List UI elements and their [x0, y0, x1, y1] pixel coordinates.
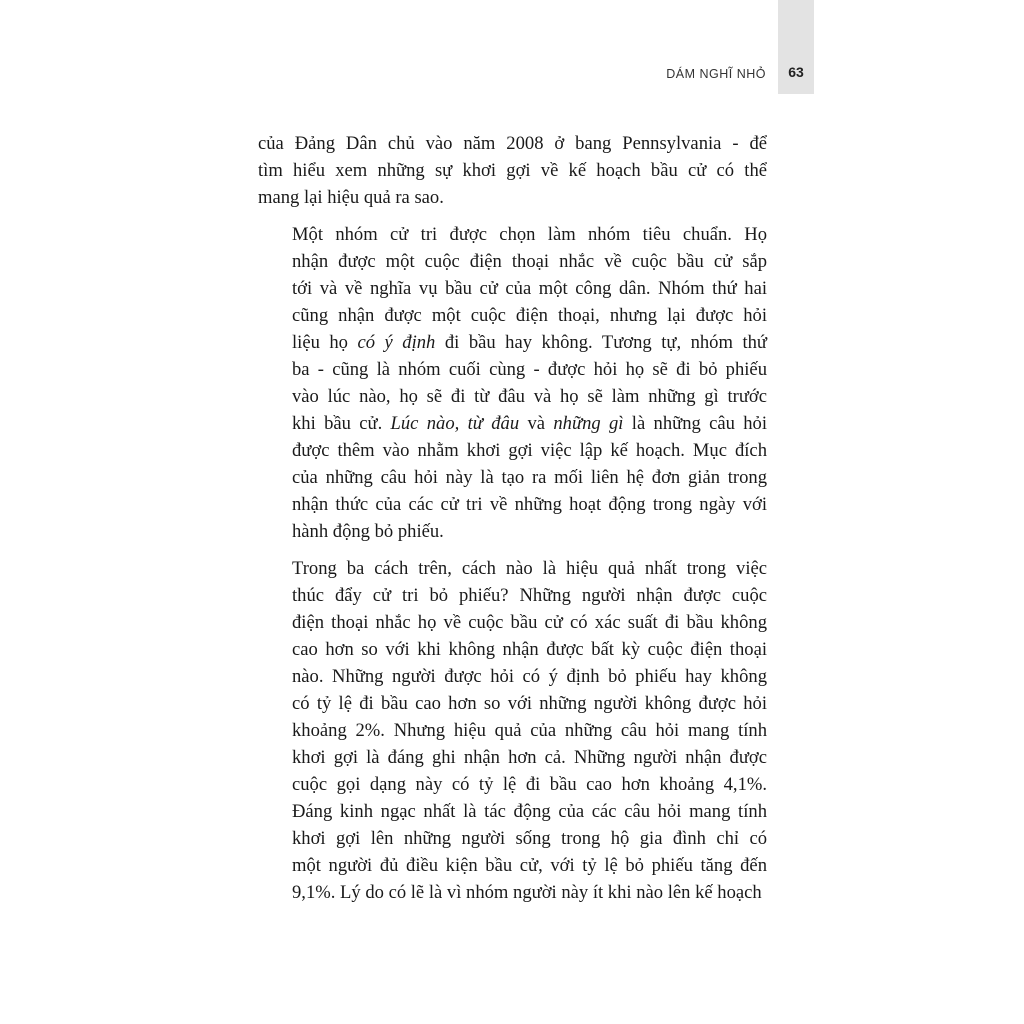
text-line: 9,1%. Lý do có lẽ là vì nhóm người này ít khi nào lên kế hoạch — [292, 882, 762, 903]
emphasis-text: có ý định — [357, 332, 436, 353]
text-line: liệu họ có ý định đi bầu hay không. Tương tự, nhóm thứ — [292, 332, 767, 353]
text-line: được thêm vào nhằm khơi gợi việc lập kế hoạch. Mục đích — [292, 440, 767, 461]
text-line: khơi gợi lên những người sống trong hộ gia đình chỉ có — [292, 828, 767, 849]
text-line: nào. Những người được hỏi có ý định bỏ phiếu hay không — [292, 666, 767, 687]
emphasis-text: những gì — [553, 413, 624, 434]
text-line: cũng nhận được một cuộc điện thoại, nhưng lại được hỏi — [292, 305, 767, 326]
running-header-title: DÁM NGHĨ NHỎ — [666, 67, 766, 81]
paragraph — [258, 555, 767, 906]
text-line: vào lúc nào, họ sẽ đi từ đâu và họ sẽ làm những gì trước — [292, 386, 767, 407]
text-line: tới và về nghĩa vụ bầu cử của một công dân. Nhóm thứ hai — [292, 278, 767, 299]
page-number: 63 — [788, 64, 804, 80]
text-line: ba - cũng là nhóm cuối cùng - được hỏi họ sẽ đi bỏ phiếu — [292, 359, 767, 380]
text-line: khi bầu cử. Lúc nào, từ đâu và những gì là những câu hỏi — [292, 413, 767, 434]
text-line: Đáng kinh ngạc nhất là tác động của các câu hỏi mang tính — [292, 801, 767, 822]
text-line: mang lại hiệu quả ra sao. — [258, 187, 444, 208]
text-line: cuộc gọi dạng này có tỷ lệ đi bầu cao hơn khoảng 4,1%. — [292, 774, 767, 795]
text-line: có tỷ lệ đi bầu cao hơn so với những người không được hỏi — [292, 693, 767, 714]
text-line: cao hơn so với khi không nhận được bất kỳ cuộc điện thoại — [292, 639, 767, 660]
emphasis-text: Lúc nào, từ đâu — [390, 413, 520, 434]
text-line: hành động bỏ phiếu. — [292, 521, 444, 542]
text-line: của những câu hỏi này là tạo ra mối liên hệ đơn giản trong — [292, 467, 767, 488]
body-text — [258, 130, 767, 906]
text-line: tìm hiểu xem những sự khơi gợi về kế hoạch bầu cử có thể — [258, 160, 767, 181]
paragraph — [258, 130, 767, 211]
text-line: khơi gợi là đáng ghi nhận hơn cả. Những người nhận được — [292, 747, 767, 768]
text-line: nhận thức của các cử tri về những hoạt động trong ngày với — [292, 494, 767, 515]
text-line: của Đảng Dân chủ vào năm 2008 ở bang Pennsylvania - để — [258, 133, 767, 154]
text-line: Trong ba cách trên, cách nào là hiệu quả nhất trong việc — [292, 558, 767, 579]
text-line: khoảng 2%. Nhưng hiệu quả của những câu hỏi mang tính — [292, 720, 767, 741]
text-line: điện thoại nhắc họ về cuộc bầu cử có xác suất đi bầu không — [292, 612, 767, 633]
paragraph — [258, 221, 767, 545]
text-line: thúc đẩy cử tri bỏ phiếu? Những người nhận được cuộc — [292, 585, 767, 606]
text-line: nhận được một cuộc điện thoại nhắc về cuộc bầu cử sắp — [292, 251, 767, 272]
text-line: một người đủ điều kiện bầu cử, với tỷ lệ bỏ phiếu tăng đến — [292, 855, 767, 876]
text-line: Một nhóm cử tri được chọn làm nhóm tiêu chuẩn. Họ — [292, 224, 767, 245]
